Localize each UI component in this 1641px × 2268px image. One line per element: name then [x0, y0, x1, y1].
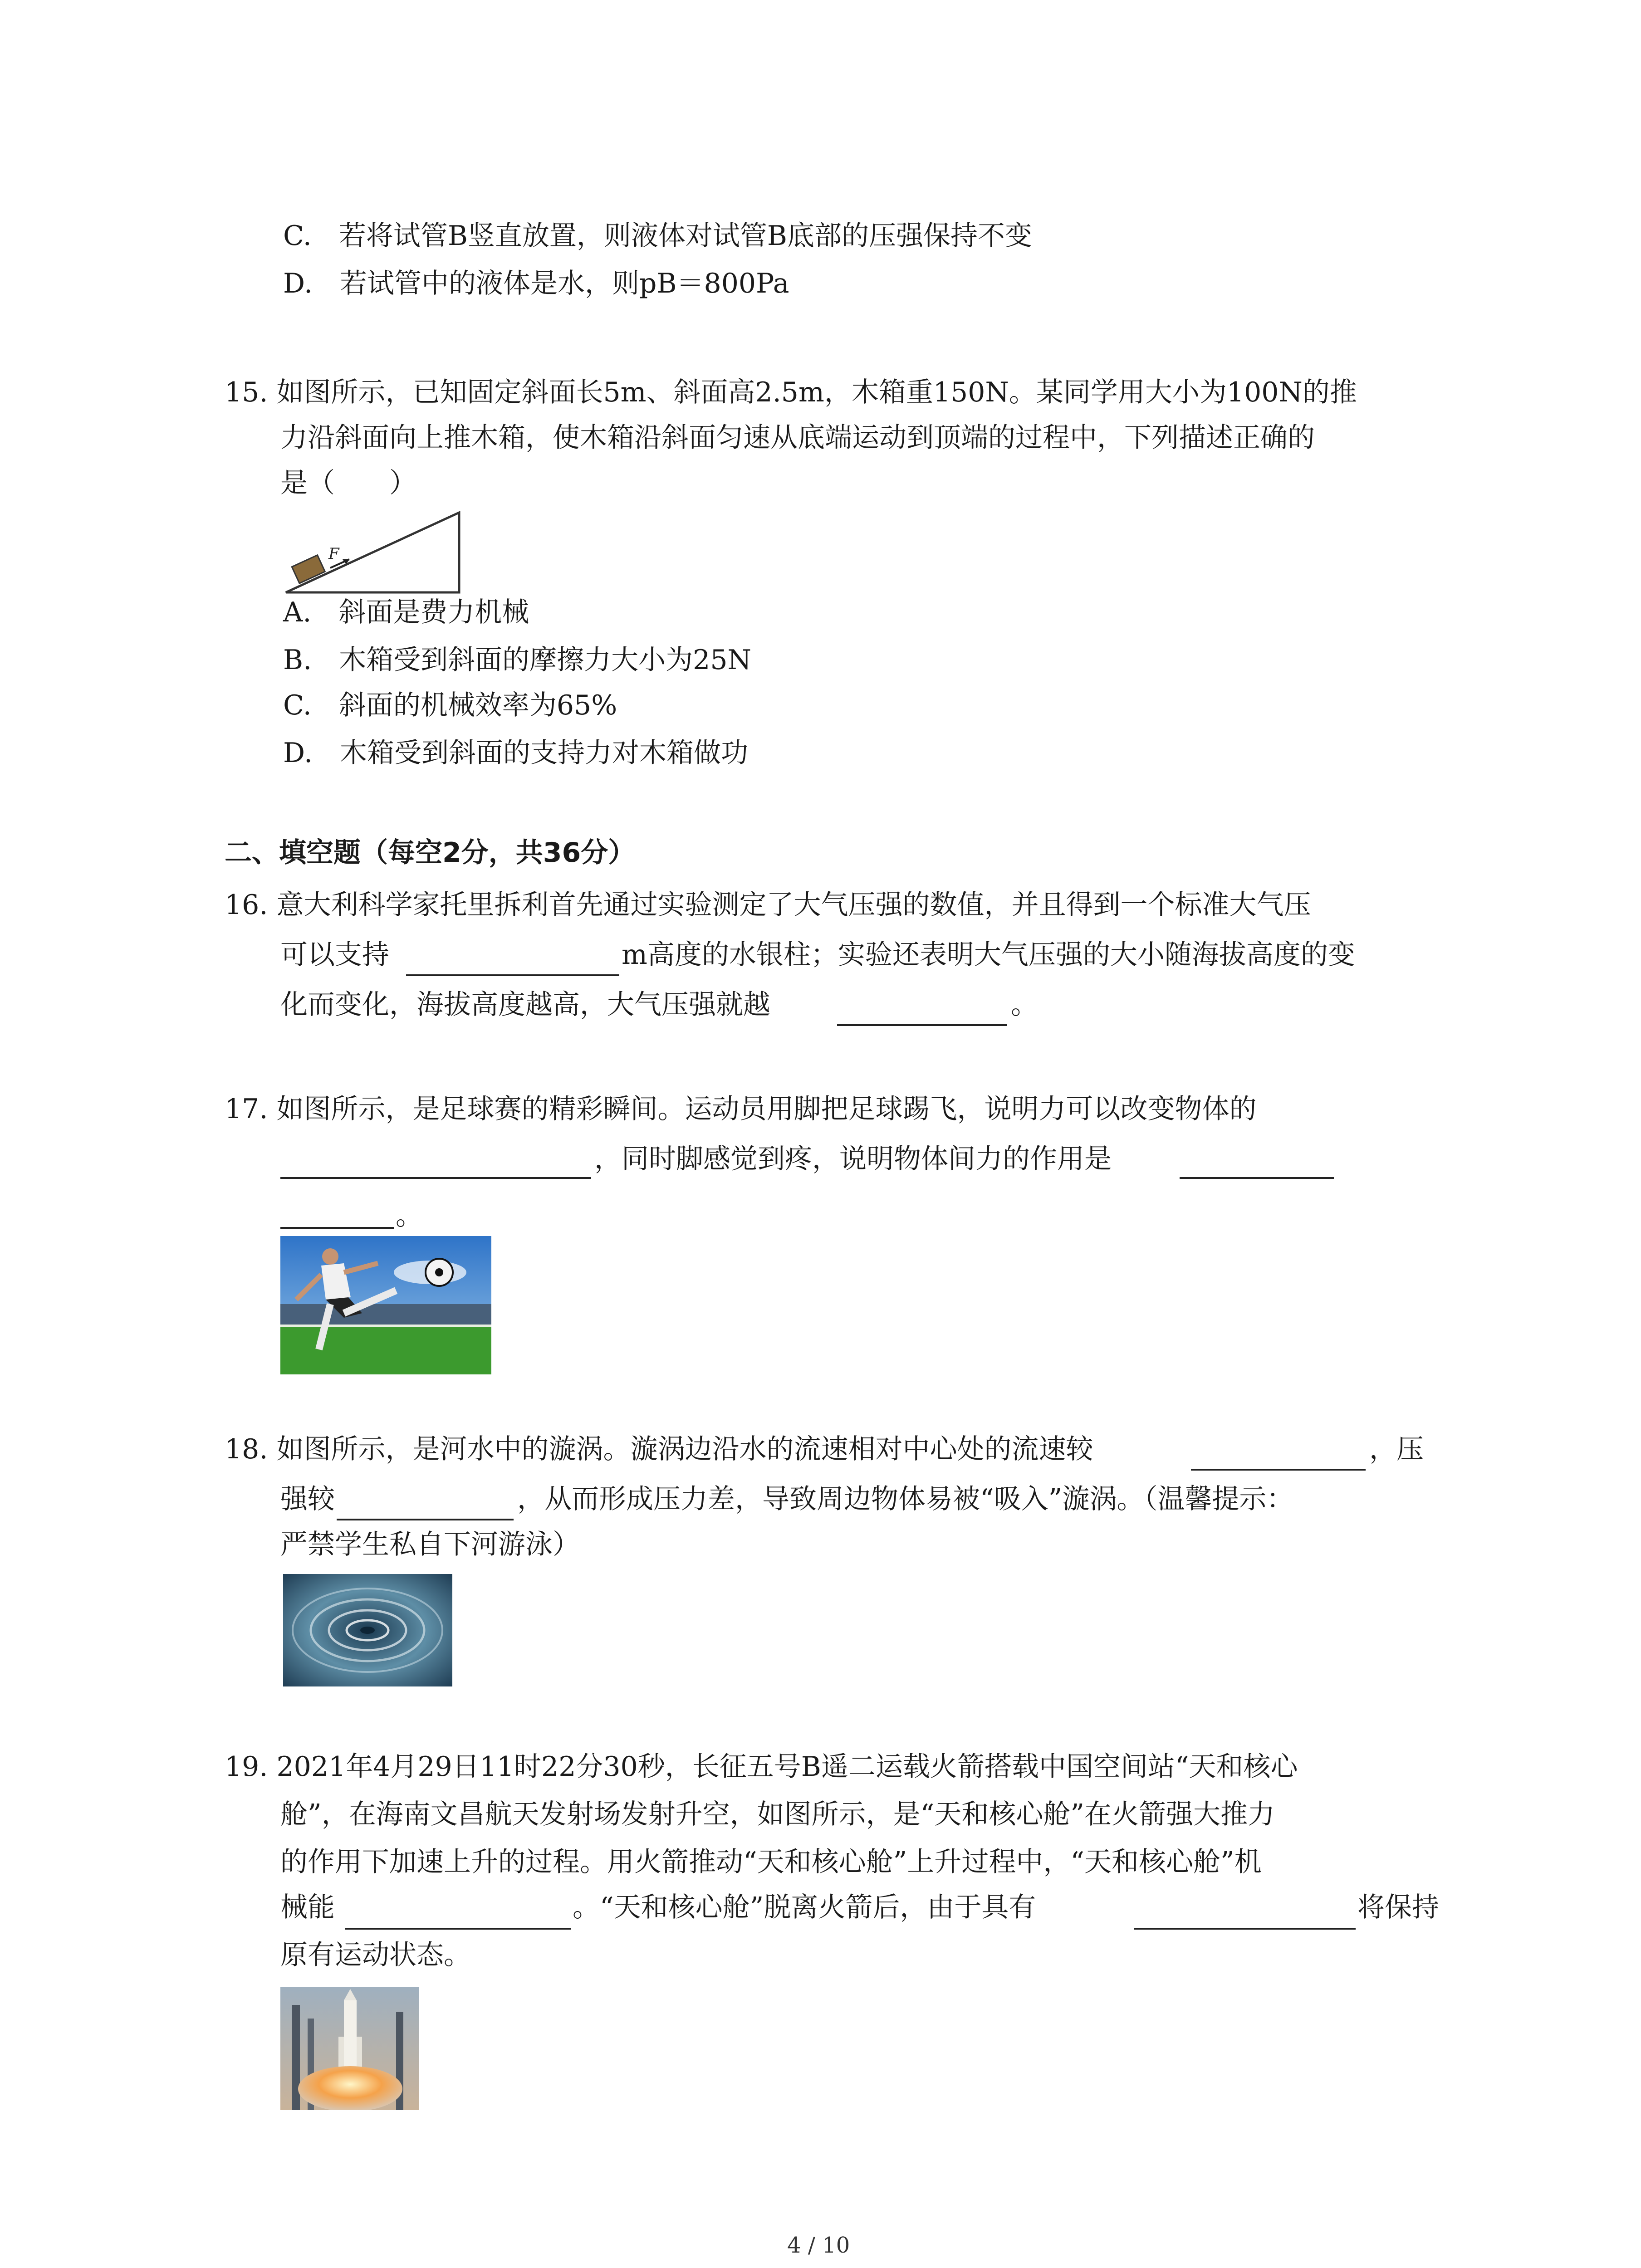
- q15-option-a: A. 斜面是费力机械: [283, 596, 529, 628]
- q15-option-c: C. 斜面的机械效率为65%: [283, 689, 617, 721]
- q15-stem-line-3: 是（ ）: [280, 467, 416, 499]
- q19-line-5: 原有运动状态。: [280, 1939, 471, 1971]
- q16-line-2-start: 可以支持: [280, 939, 389, 971]
- q15-option-d: D. 木箱受到斜面的支持力对木箱做功: [283, 737, 749, 769]
- soccer-player-photo: [280, 1236, 491, 1374]
- q16-line-1: 16. 意大利科学家托里拆利首先通过实验测定了大气压强的数值，并且得到一个标准大气压: [225, 889, 1311, 921]
- q19-line-4-end: 将保持: [1357, 1892, 1439, 1923]
- q17-answer-blank-1: [280, 1177, 591, 1179]
- q19-answer-blank-2: [1134, 1928, 1356, 1930]
- q17-answer-blank-2-part-1: [1180, 1177, 1334, 1179]
- q15-stem-line-2: 力沿斜面向上推木箱，使木箱沿斜面匀速从底端运动到顶端的过程中，下列描述正确的: [280, 422, 1315, 454]
- q18-line-1-end: ，压: [1369, 1433, 1424, 1465]
- page-number: 4 / 10: [787, 2233, 850, 2258]
- q17-line-3: 。: [396, 1200, 423, 1232]
- q18-line-2-start: 强较: [280, 1483, 335, 1515]
- rocket-launch-photo: [280, 1987, 419, 2110]
- q14-option-c: C. 若将试管B竖直放置，则液体对试管B底部的压强保持不变: [283, 220, 1033, 252]
- incline-diagram: [281, 508, 463, 599]
- q15-option-b: B. 木箱受到斜面的摩擦力大小为25N: [283, 644, 752, 676]
- q18-line-3: 严禁学生私自下河游泳）: [280, 1529, 580, 1560]
- q18-line-1-start: 18. 如图所示，是河水中的漩涡。漩涡边沿水的流速相对中心处的流速较: [225, 1433, 1093, 1465]
- q16-line-3-start: 化而变化，海拔高度越高，大气压强就越: [280, 989, 770, 1021]
- q19-line-2: 舱”，在海南文昌航天发射场发射升空，如图所示，是“天和核心舱”在火箭强大推力: [280, 1799, 1275, 1830]
- q16-answer-blank-2: [837, 1024, 1007, 1026]
- q19-line-3: 的作用下加速上升的过程。用火箭推动“天和核心舱”上升过程中，“天和核心舱”机: [280, 1846, 1262, 1878]
- q16-answer-blank-1: [406, 974, 619, 976]
- section-title: 二、填空题（每空2分，共36分）: [225, 837, 636, 869]
- q16-line-3-end: 。: [1011, 989, 1038, 1021]
- q14-option-d: D. 若试管中的液体是水，则pB＝800Pa: [283, 268, 789, 299]
- whirlpool-photo: [283, 1574, 452, 1686]
- q17-answer-blank-2-part-2: [280, 1227, 394, 1229]
- q19-line-4-start: 械能: [280, 1892, 335, 1923]
- q19-line-4-middle: 。“天和核心舱”脱离火箭后，由于具有: [573, 1892, 1036, 1923]
- q18-answer-blank-2: [337, 1519, 514, 1520]
- q18-line-2-end: ，从而形成压力差，导致周边物体易被“吸入”漩涡。（温馨提示：: [517, 1483, 1294, 1515]
- q19-answer-blank-1: [345, 1928, 571, 1930]
- q17-line-1: 17. 如图所示，是足球赛的精彩瞬间。运动员用脚把足球踢飞，说明力可以改变物体的: [225, 1093, 1257, 1125]
- q17-line-2: ，同时脚感觉到疼，说明物体间力的作用是: [594, 1143, 1112, 1175]
- q19-line-1: 19. 2021年4月29日11时22分30秒，长征五号B遥二运载火箭搭载中国空间站“天和核心: [225, 1751, 1298, 1783]
- q18-answer-blank-1: [1191, 1469, 1366, 1471]
- q15-stem-line-1: 15. 如图所示，已知固定斜面长5m、斜面高2.5m，木箱重150N。某同学用大小为100N的推: [225, 376, 1357, 408]
- force-label: F: [328, 545, 339, 563]
- q16-line-2-end: m高度的水银柱；实验还表明大气压强的大小随海拔高度的变: [622, 939, 1355, 971]
